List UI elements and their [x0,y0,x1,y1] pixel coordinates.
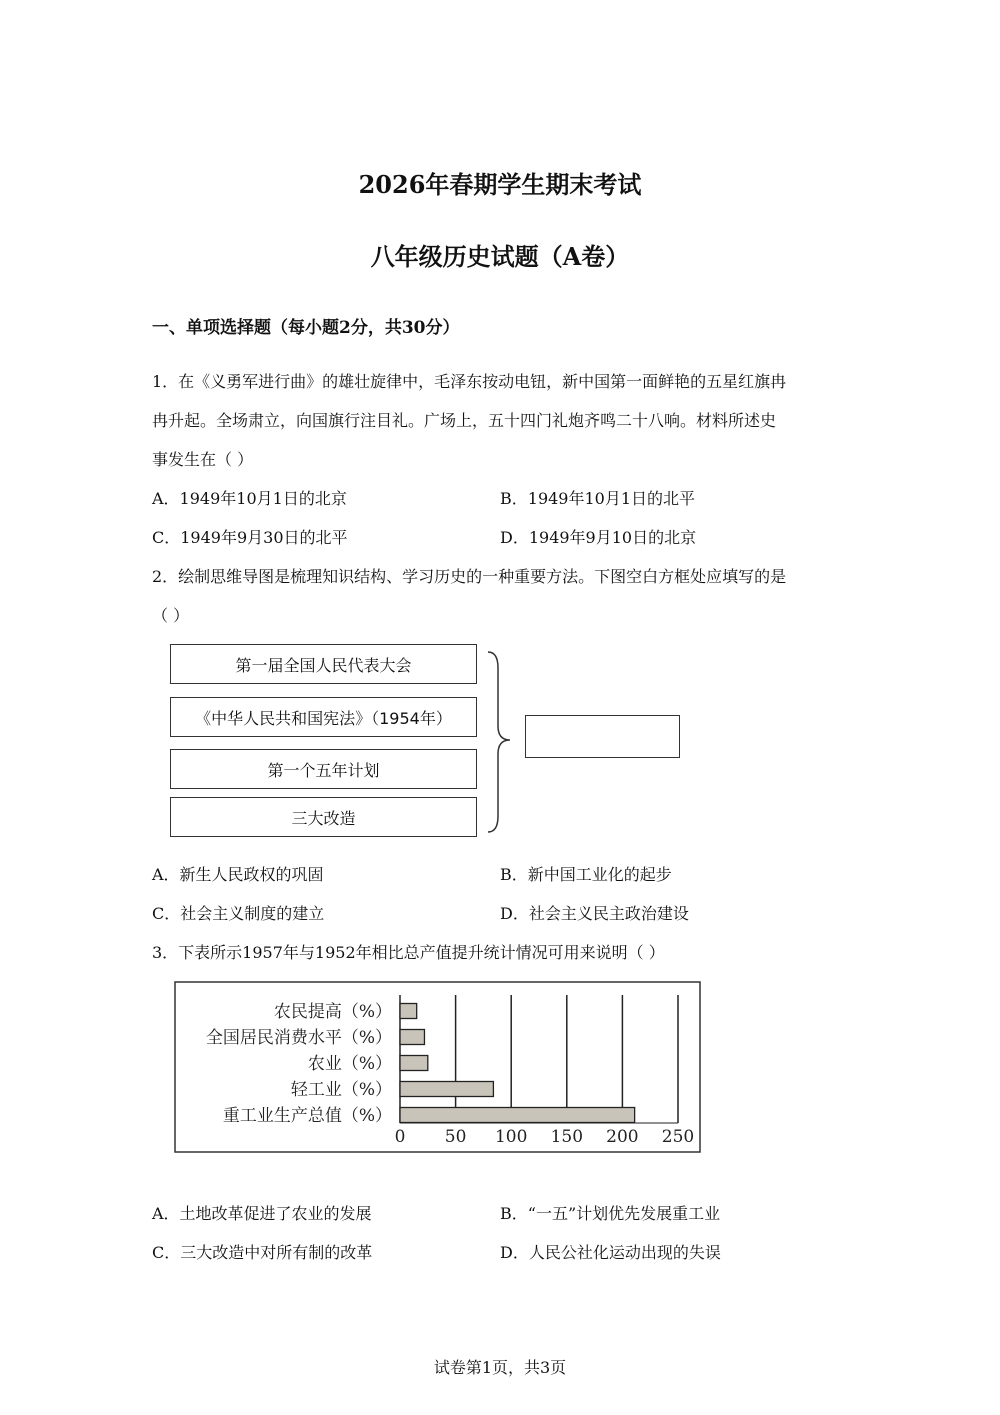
question-1-option-c[interactable]: C．1949年9月30日的北平 [152,528,348,547]
mind-map-item: 第一届全国人民代表大会 [170,644,477,684]
exam-subtitle: 八年级历史试题（A卷） [370,242,630,271]
bar [400,1082,493,1097]
question-1-line-2: 冉升起。全场肃立，向国旗行注目礼。广场上，五十四门礼炮齐鸣二十八响。材料所述史 [152,411,777,430]
x-tick-label: 0 [394,1127,406,1147]
mind-map-item: 三大改造 [170,797,477,837]
page-footer: 试卷第1页，共3页 [433,1358,567,1377]
mind-map-blank-box [525,715,680,758]
x-tick-label: 100 [494,1127,528,1147]
category-label: 轻工业（%） [290,1080,392,1100]
bar [400,1030,424,1045]
bar-chart [174,981,702,1155]
question-3-option-b[interactable]: B．“一五”计划优先发展重工业 [500,1204,721,1223]
mind-map-item: 第一个五年计划 [170,749,477,789]
x-tick-label: 50 [444,1127,467,1147]
question-2-option-a[interactable]: A．新生人民政权的巩固 [152,865,324,884]
x-tick-label: 150 [550,1127,584,1147]
question-2-option-c[interactable]: C．社会主义制度的建立 [152,904,325,923]
question-3-line-1: 3．下表所示1957年与1952年相比总产值提升统计情况可用来说明（ ） [152,943,665,962]
section-heading: 一、单项选择题（每小题2分，共30分） [152,318,460,338]
question-1-option-d[interactable]: D．1949年9月10日的北京 [500,528,697,547]
question-1-line-3: 事发生在（ ） [152,450,254,469]
bar [400,1108,635,1123]
question-2-option-b[interactable]: B．新中国工业化的起步 [500,865,672,884]
question-1-option-a[interactable]: A．1949年10月1日的北京 [152,489,347,508]
question-2-line-2: （ ） [152,606,190,625]
category-label: 农业（%） [307,1054,392,1074]
mind-map-item: 《中华人民共和国宪法》（1954年） [170,697,477,737]
bar [400,1004,417,1019]
category-label: 农民提高（%） [273,1002,392,1022]
curly-brace-icon [480,648,525,838]
category-label: 全国居民消费水平（%） [205,1028,392,1048]
category-label: 重工业生产总值（%） [222,1106,392,1126]
exam-title: 2026年春期学生期末考试 [358,170,642,199]
question-3-option-d[interactable]: D．人民公社化运动出现的失误 [500,1243,721,1262]
question-3-option-a[interactable]: A．土地改革促进了农业的发展 [152,1204,372,1223]
question-2-line-1: 2．绘制思维导图是梳理知识结构、学习历史的一种重要方法。下图空白方框处应填写的是 [152,567,787,586]
x-tick-label: 250 [661,1127,695,1147]
question-3-option-c[interactable]: C．三大改造中对所有制的改革 [152,1243,373,1262]
question-1-option-b[interactable]: B．1949年10月1日的北平 [500,489,696,508]
question-1-line-1: 1．在《义勇军进行曲》的雄壮旋律中，毛泽东按动电钮，新中国第一面鲜艳的五星红旗冉 [152,372,787,391]
x-tick-label: 200 [606,1127,639,1147]
bar [400,1056,428,1071]
question-2-option-d[interactable]: D．社会主义民主政治建设 [500,904,689,923]
